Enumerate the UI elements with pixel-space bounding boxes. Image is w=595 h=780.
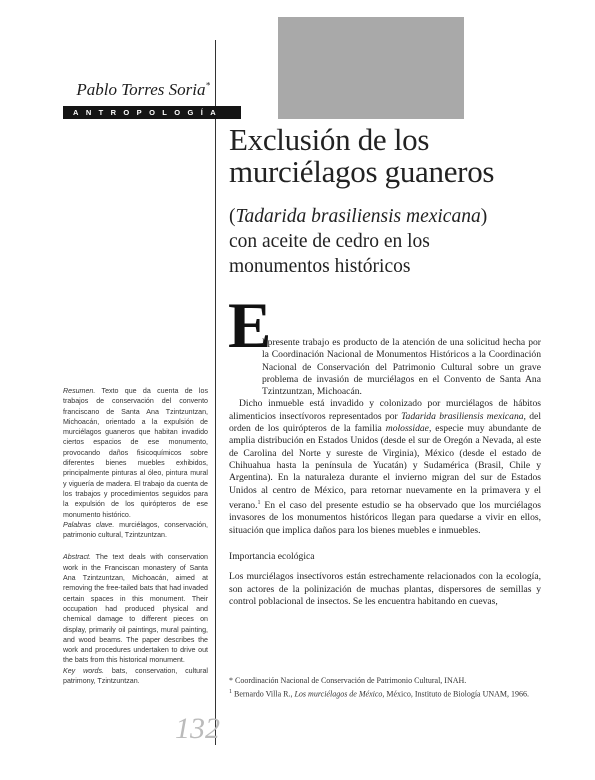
resumen-label: Resumen. bbox=[63, 387, 96, 395]
section-heading: Importancia ecológica bbox=[229, 550, 315, 562]
body-paragraph-1: l presente trabajo es producto de la atención de una solicitud hecha por la Coordinación Nacional de Monumentos Históricos a la Coordinación Nacional de Conservación del Patrimonio Cultural sobre un grave problema de invasión de murciélagos en el Convento de Santa Ana Tzintzuntzan, Michoacán. bbox=[262, 337, 541, 398]
keywords-label: Key words. bbox=[63, 666, 104, 675]
article-title bbox=[229, 124, 494, 188]
article-subtitle bbox=[229, 204, 487, 279]
palabras-clave-block: Palabras clave. murciélagos, conservación, patrimonio cultural, Tzintzuntzan. bbox=[63, 520, 208, 540]
article-body bbox=[229, 337, 541, 608]
title-line-1: Exclusión de los bbox=[229, 122, 430, 157]
section-label-bar: ANTROPOLOGÍA bbox=[63, 106, 241, 119]
palabras-clave-label: Palabras clave. bbox=[63, 520, 115, 529]
author-footnote-marker: * bbox=[205, 80, 210, 91]
footnotes bbox=[229, 675, 541, 700]
resumen-block: Resumen. Texto que da cuenta de los trabajos de conservación del convento franciscano de Santa Ana Tzintzuntzan, Michoacán, orientado a la expulsión de murciélagos guaneros que habitan invadido ciertos espacios de ese monumento, provocando daños fisicoquímicos sobre diferentes bienes muebles exhibidos, principalmente pinturas al óleo, pintura mural y viguería de madera. El trabajo da cuenta de los trabajos y procedimientos seguidos para la expulsión de los quirópteros de ese monumento histórico. bbox=[63, 387, 208, 519]
footnote-2: $^1$ Bernardo Villa R., Los murciélagos de México, México, Instituto de Biología UNAM, 1966. bbox=[229, 688, 530, 699]
abstract-block: Abstract. The text deals with conservation work in the Franciscan monastery of Santa Ana Tzintzuntzan, Michoacán, aimed at removing the free-tailed bats that had invaded certain spaces in this monument. Their occupation had produced physical and chemical damage to different pieces on display, primarily oil paintings, mural painting, and wood beams. The paper describes the work and procedures undertaken to drive out the bats from this historical monument. bbox=[63, 553, 208, 665]
drop-cap-letter: E bbox=[228, 290, 272, 362]
subtitle-line-3: monumentos históricos bbox=[229, 256, 411, 277]
abstracts-sidebar bbox=[63, 386, 208, 686]
subtitle-line-2: con aceite de cedro en los bbox=[229, 231, 430, 252]
body-paragraph-2: Dicho inmueble está invadido y colonizado por murciélagos de hábitos alimenticios insectívoros representados por Tadarida brasiliensis mexicana, del orden de los quirópteros de la familia molossidae, especie muy abundante de amplia distribución en Estados Unidos (desde el sur de Oregón a Nevada, al este de Carolina del Norte y sureste de Virginia), México (desde el estado de Chihuahua hasta la península de Yucatán) y Sudamérica (Brasil, Chile y Argentina). En la naturaleza durante el invierno migran del sur de Estados Unidos al centro de México, para retornar nuevamente en la primavera y el verano.$^1$ En el caso del presente estudio se ha observado que los murciélagos invasores de los monumentos históricos llegan para quedarse a vivir en ellos, situación que implica daños para los bienes muebles e inmuebles. bbox=[229, 398, 541, 536]
author-name: Pablo Torres Soria* bbox=[76, 80, 210, 99]
footnote-1: * Coordinación Nacional de Conservación de Patrimonio Cultural, INAH. bbox=[229, 676, 467, 685]
keywords-block: Key words. bats, conservation, cultural patrimony, Tzintzuntzan. bbox=[63, 666, 208, 686]
subtitle-species: Tadarida brasiliensis mexicana bbox=[235, 206, 481, 227]
subtitle-line-1: (Tadarida brasiliensis mexicana) bbox=[229, 206, 488, 227]
decorative-gray-block bbox=[278, 17, 464, 119]
body-paragraph-3: Los murciélagos insectívoros están estrechamente relacionados con la ecología, son actores de la polinización de muchas plantas, dispersores de semillas y control poblacional de insectos. Se les encuentra habitando en cuevas, bbox=[229, 571, 541, 607]
abstract-label: Abstract. bbox=[63, 553, 91, 562]
page-number: 132 bbox=[175, 712, 220, 745]
column-divider-line bbox=[215, 40, 216, 745]
title-line-2: murciélagos guaneros bbox=[229, 154, 495, 189]
